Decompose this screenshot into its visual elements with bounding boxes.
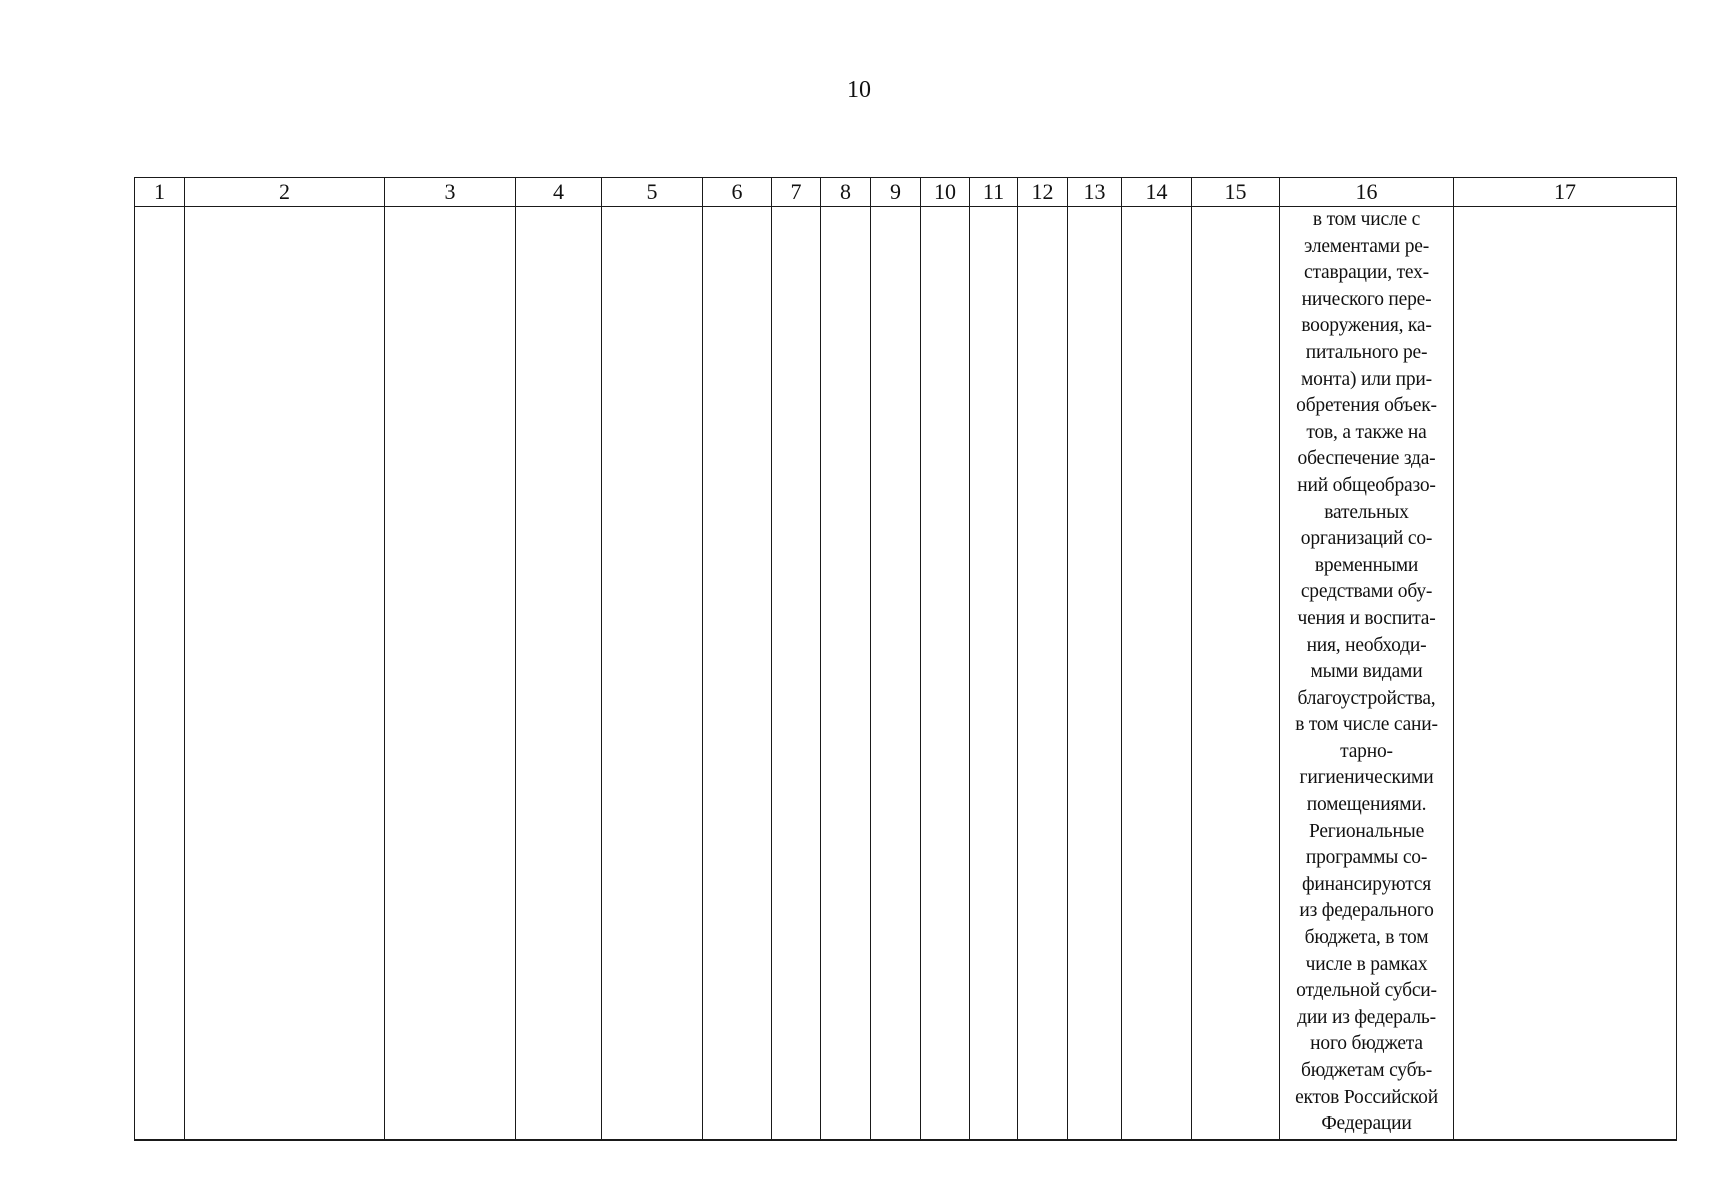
cell-text-line: монта) или при- <box>1301 368 1432 390</box>
table-cell-col-15 <box>1192 207 1280 1141</box>
cell-text-line: ного бюджета <box>1310 1033 1423 1055</box>
table-cell-col-9 <box>871 207 921 1141</box>
column-header-14: 14 <box>1122 178 1192 207</box>
cell-text-line: элементами ре- <box>1304 235 1429 257</box>
cell-text-line: вательных <box>1324 501 1409 523</box>
data-table <box>134 177 1677 1141</box>
cell-text-line: обеспечение зда- <box>1297 448 1436 470</box>
column-header-1: 1 <box>135 178 185 207</box>
cell-text-line: средствами обу- <box>1300 581 1433 603</box>
cell-text-line: обретения объек- <box>1296 395 1437 417</box>
cell-text-line: в том числе с <box>1312 209 1421 230</box>
column-header-6: 6 <box>703 178 772 207</box>
cell-text-line: питального ре- <box>1305 341 1428 363</box>
cell-text-line: Федерации <box>1321 1113 1412 1135</box>
cell-text-line: финансируются <box>1301 873 1432 895</box>
column-header-2: 2 <box>185 178 385 207</box>
table-cell-col-1 <box>135 207 185 1141</box>
column-header-8: 8 <box>821 178 871 207</box>
cell-text-line: ния, необходи- <box>1306 634 1427 656</box>
column-header-13: 13 <box>1068 178 1122 207</box>
table-cell-col-5 <box>602 207 703 1141</box>
column-header-9: 9 <box>871 178 921 207</box>
cell-text-line: тов, а также на <box>1306 421 1427 443</box>
table-cell-col-3 <box>385 207 516 1141</box>
cell-text-line: чения и воспита- <box>1297 607 1436 629</box>
cell-text-line: гигиеническими <box>1299 767 1434 789</box>
cell-text-line: тарно- <box>1340 740 1393 762</box>
cell-text-line: в том числе сани- <box>1295 714 1438 736</box>
cell-text-line: Региональные <box>1308 820 1425 842</box>
data-table-container <box>134 177 1676 1141</box>
header-row <box>135 178 1677 207</box>
table-row <box>135 207 1677 1141</box>
table-cell-col-17 <box>1454 207 1677 1141</box>
column-header-7: 7 <box>772 178 821 207</box>
column-header-16: 16 <box>1280 178 1454 207</box>
cell-text-line: дии из федераль- <box>1297 1006 1436 1028</box>
cell-text-line: мыми видами <box>1310 661 1423 683</box>
cell-text-line: ний общеобразо- <box>1297 474 1436 496</box>
cell-text-line: бюджета, в том <box>1304 927 1429 949</box>
column-header-4: 4 <box>516 178 602 207</box>
column-header-15: 15 <box>1192 178 1280 207</box>
table-cell-col-7 <box>772 207 821 1141</box>
cell-text-line: из федерального <box>1299 900 1434 922</box>
table-cell-col-4 <box>516 207 602 1141</box>
cell-text-line: ектов Российской <box>1295 1086 1438 1108</box>
page-number: 10 <box>847 77 871 103</box>
table-cell-col-11 <box>970 207 1018 1141</box>
cell-text-line: отдельной субси- <box>1296 980 1437 1002</box>
table-cell-col-13 <box>1068 207 1122 1141</box>
table-cell-col-2 <box>185 207 385 1141</box>
cell-text-line: бюджетам субъ- <box>1300 1060 1433 1081</box>
cell-text-line: благоустройства, <box>1297 687 1436 709</box>
table-cell-col-14 <box>1122 207 1192 1141</box>
cell-text-line: программы со- <box>1305 847 1428 869</box>
cell-text-line: временными <box>1314 554 1419 576</box>
column-header-3: 3 <box>385 178 516 207</box>
column-header-17: 17 <box>1454 178 1677 207</box>
cell-text-line: нического пере- <box>1301 288 1432 310</box>
table-cell-col-16-text <box>1280 207 1454 1141</box>
cell-text-line: числе в рамках <box>1305 953 1428 975</box>
column-header-5: 5 <box>602 178 703 207</box>
column-header-12: 12 <box>1018 178 1068 207</box>
column-header-10: 10 <box>921 178 970 207</box>
table-cell-col-10 <box>921 207 970 1141</box>
cell-text-line: вооружения, ка- <box>1301 315 1432 337</box>
column-header-11: 11 <box>970 178 1018 207</box>
cell-text-line: помещениями. <box>1306 794 1427 816</box>
table-cell-col-12 <box>1018 207 1068 1141</box>
table-cell-col-6 <box>703 207 772 1141</box>
cell-text-line: ставрации, тех- <box>1304 262 1429 284</box>
cell-text-line: организаций со- <box>1300 528 1433 550</box>
table-cell-col-8 <box>821 207 871 1141</box>
